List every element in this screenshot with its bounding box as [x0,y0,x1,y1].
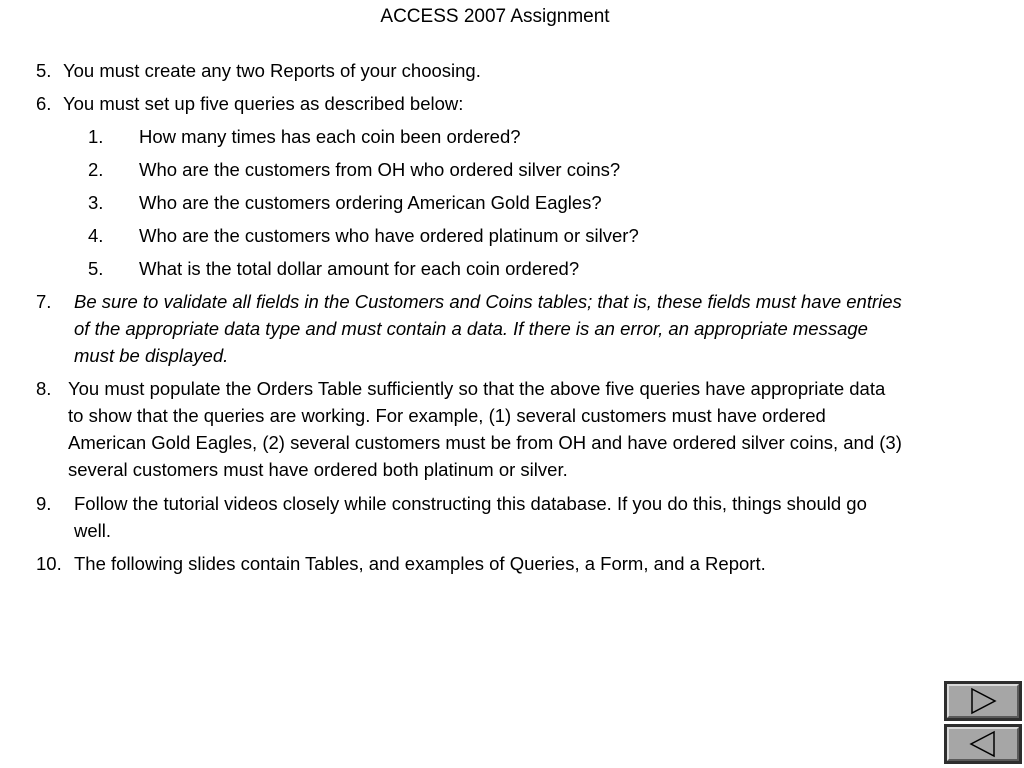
query-4-number: 4. [88,225,104,246]
query-3-text: Who are the customers ordering American Gold Eagles? [139,192,602,213]
item-5-text: You must create any two Reports of your choosing. [63,60,481,81]
item-9-line-1: Follow the tutorial videos closely while constructing this database. If you do this, things should go [74,493,867,514]
item-8-line-4: several customers must have ordered both platinum or silver. [68,459,568,480]
item-9-line-2: well. [74,520,112,541]
query-1-number: 1. [88,126,104,147]
item-6-number: 6. [36,93,52,114]
query-3-number: 3. [88,192,104,213]
query-4-text: Who are the customers who have ordered platinum or silver? [139,225,639,246]
query-5-number: 5. [88,258,104,279]
item-8-number: 8. [36,378,52,399]
item-8-line-1: You must populate the Orders Table sufficiently so that the above five queries have appropriate data [68,378,886,399]
query-5-text: What is the total dollar amount for each coin ordered? [139,258,580,279]
previous-slide-button-face [947,727,1019,761]
item-9-number: 9. [36,493,52,514]
next-slide-button[interactable] [944,681,1022,721]
item-7-line-1: Be sure to validate all fields in the Customers and Coins tables; that is, these fields must have entries [74,291,902,312]
previous-slide-button[interactable] [944,724,1022,764]
item-7-line-3: must be displayed. [74,345,229,366]
query-2-text: Who are the customers from OH who ordered silver coins? [139,159,621,180]
item-10-text: The following slides contain Tables, and examples of Queries, a Form, and a Report. [74,553,766,574]
query-2-number: 2. [88,159,104,180]
item-5-number: 5. [36,60,52,81]
triangle-right-icon [968,687,998,715]
triangle-left-icon [968,730,998,758]
slide-title: ACCESS 2007 Assignment [380,6,610,27]
item-7-line-2: of the appropriate data type and must contain a data. If there is an error, an appropriate message [74,318,868,339]
item-10-number: 10. [36,553,62,574]
item-8-line-3: American Gold Eagles, (2) several customers must be from OH and have ordered silver coins, and (3) [68,432,902,453]
next-slide-button-face [947,684,1019,718]
query-1-text: How many times has each coin been ordered? [139,126,521,147]
item-8-line-2: to show that the queries are working. For example, (1) several customers must have ordered [68,405,826,426]
item-6-text: You must set up five queries as described below: [63,93,464,114]
item-7-number: 7. [36,291,52,312]
